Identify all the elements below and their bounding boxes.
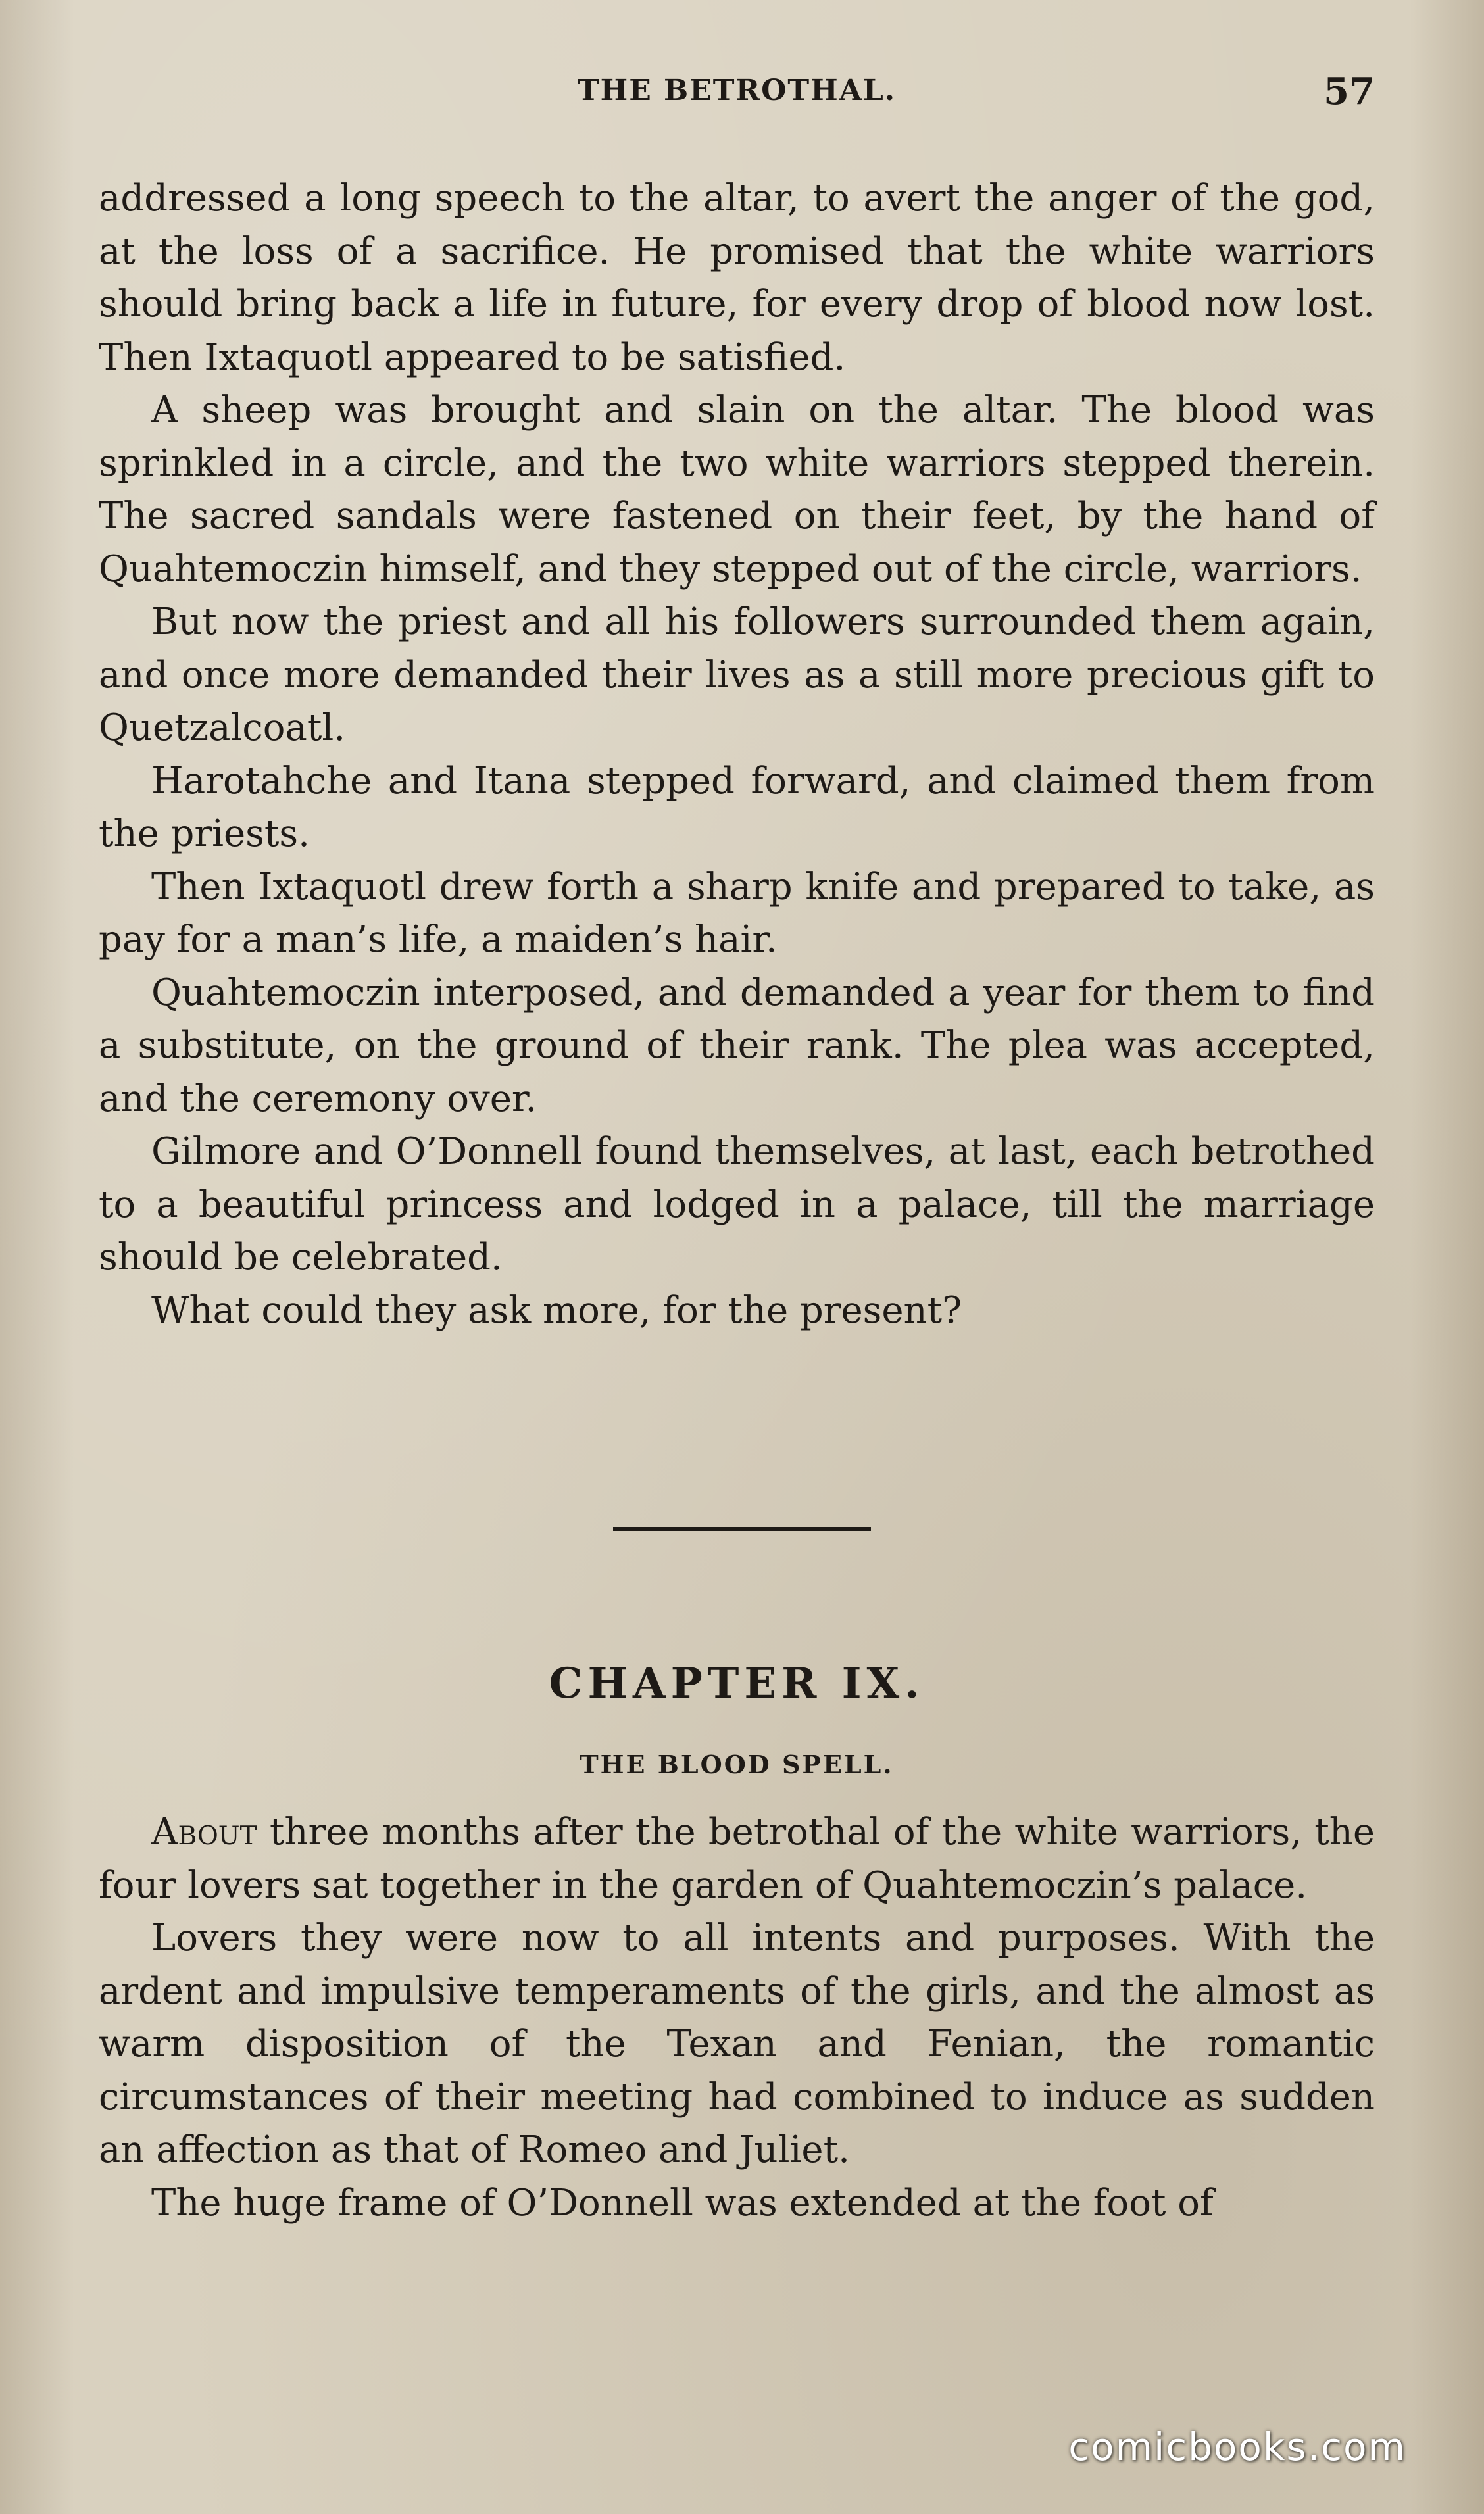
paragraph: addressed a long speech to the altar, to avert the anger of the god, at the loss of a sacrifice. He promised that the white warriors should bring back a life in future, for every drop of blood now lost. Then Ixtaquotl appeared to be satisfied. bbox=[99, 177, 1375, 379]
first-paragraph-text: three months after the betrothal of the white warriors, the four lovers sat together in the garden of Quahtemoczin’s palace. bbox=[99, 1811, 1375, 1907]
paragraph: But now the priest and all his followers surrounded them again, and once more demanded their lives as a still more precious gift to Quetzalcoatl. bbox=[99, 601, 1375, 749]
page-number: 57 bbox=[1323, 70, 1375, 113]
chapter-text bbox=[99, 1806, 1375, 2230]
running-title: THE BETROTHAL. bbox=[577, 74, 897, 107]
paragraph: Then Ixtaquotl drew forth a sharp knife and prepared to take, as pay for a man’s life, a maiden’s hair. bbox=[99, 865, 1375, 961]
paragraph: What could they ask more, for the present? bbox=[151, 1289, 962, 1332]
paragraph: The huge frame of O’Donnell was extended at the foot of bbox=[151, 2181, 1214, 2225]
paragraph: Gilmore and O’Donnell found themselves, at last, each betrothed to a beautiful princess and lodged in a palace, till the marriage should be celebrated. bbox=[99, 1130, 1375, 1279]
paragraph: Quahtemoczin interposed, and demanded a year for them to find a substitute, on the ground of their rank. The plea was accepted, and the ceremony over. bbox=[99, 971, 1375, 1120]
chapter-subtitle: THE BLOOD SPELL. bbox=[580, 1750, 894, 1779]
previous-chapter-text bbox=[99, 172, 1375, 1337]
section-divider bbox=[613, 1527, 871, 1531]
watermark: comicbooks.com bbox=[1068, 2425, 1406, 2469]
paragraph: A sheep was brought and slain on the altar. The blood was sprinkled in a circle, and the two white warriors stepped therein. The sacred sandals were fastened on their feet, by the hand of Quahtemoczin himself, and they stepped out of the circle, warriors. bbox=[99, 389, 1375, 591]
running-head bbox=[99, 70, 1375, 120]
chapter-first-paragraph bbox=[99, 1806, 1375, 1912]
chapter-title: CHAPTER IX. bbox=[549, 1659, 925, 1708]
lead-word: About bbox=[151, 1811, 257, 1854]
paragraph: Harotahche and Itana stepped forward, and claimed them from the priests. bbox=[99, 759, 1375, 855]
paragraph: Lovers they were now to all intents and purposes. With the ardent and impulsive temperaments of the girls, and the almost as warm disposition of the Texan and Fenian, the romantic circumstances of their meeting had combined to induce as sudden an affection as that of Romeo and Juliet. bbox=[99, 1917, 1375, 2171]
